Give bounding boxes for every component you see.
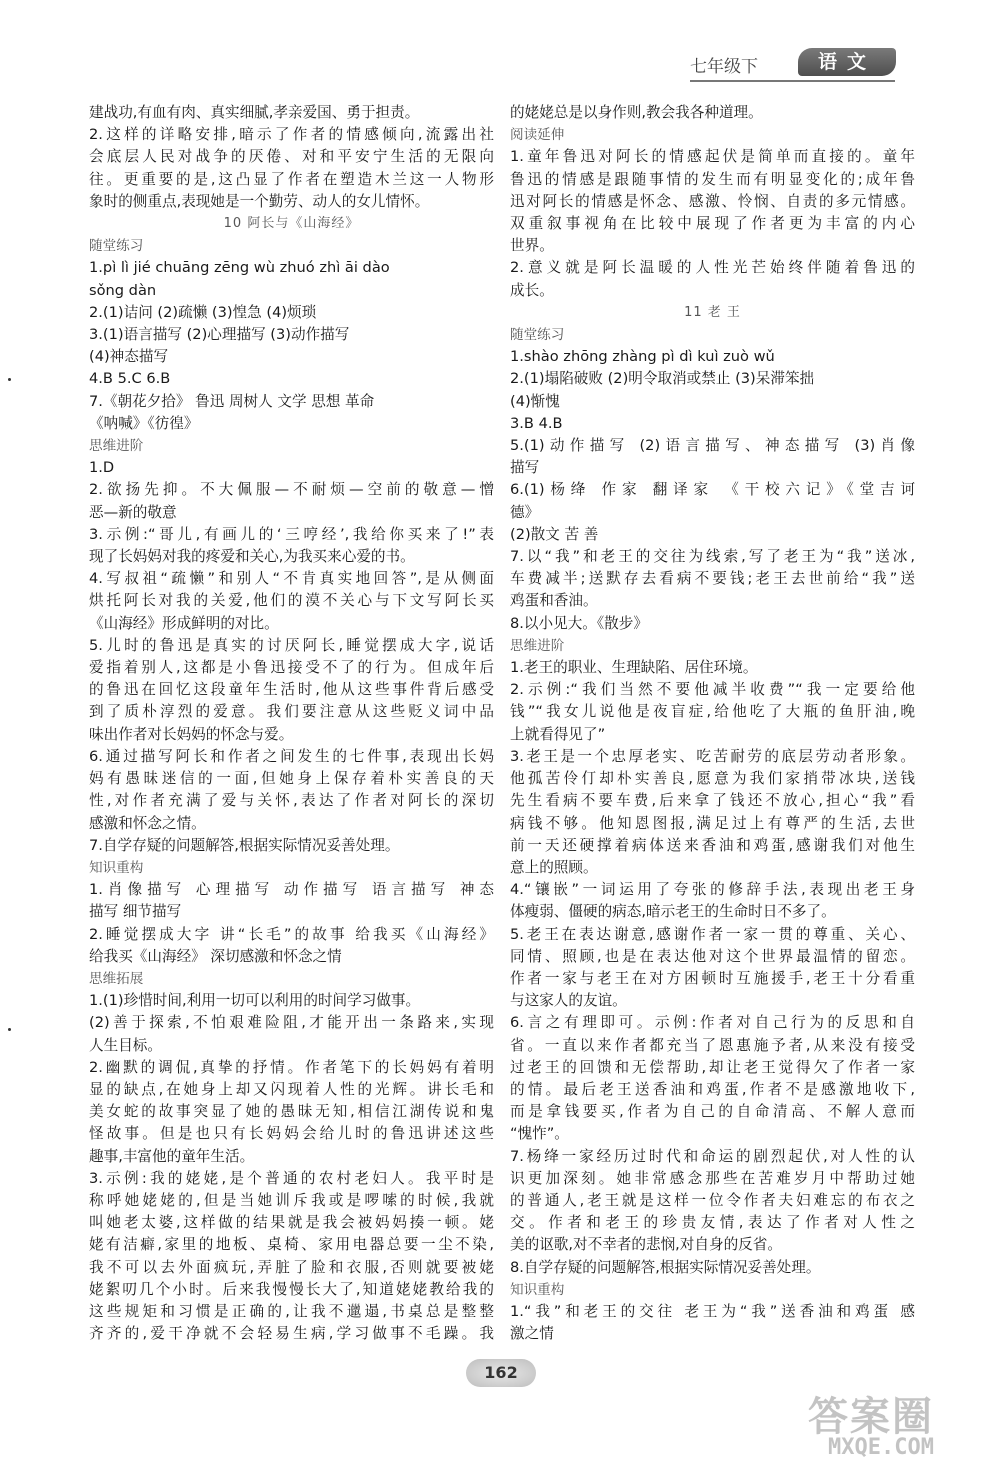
text-line: 2.(1)塌陷破败 (2)明令取消或禁止 (3)呆滞笨拙: [510, 370, 815, 388]
text-line: 8.以小见大。《散步》: [510, 614, 648, 632]
text-line: 而是拿钱要买,作者为自己的自命清高、不解人意而: [510, 1103, 915, 1121]
text-line: 3.B 4.B: [510, 414, 563, 432]
text-line: 2.欲扬先抑。不大佩服—不耐烦—空前的敬意—憎: [89, 481, 494, 499]
text-line: 到了质朴淳烈的爱意。我们要注意从这些贬义词中品: [89, 703, 494, 721]
section-heading: 知识重构: [89, 859, 144, 876]
chapter-title: 10 阿长与《山海经》: [223, 216, 360, 232]
watermark-logo: [808, 1385, 988, 1465]
text-line: 6.通过描写阿长和作者之间发生的七件事,表现出长妈: [89, 747, 494, 765]
text-line: 烘托阿长对我的关爱,他们的漠不关心与下文写阿长买: [89, 592, 494, 610]
left-column: [89, 102, 494, 1345]
text-line: 世界。: [510, 237, 554, 255]
text-line: 往。更重要的是,这凸显了作者在塑造木兰这一人物形: [89, 170, 494, 188]
text-line: 5.老王在表达谢意,感谢作者一家一贯的尊重、关心、: [510, 925, 915, 943]
text-line: 同情、照顾,也是在表达他对这个世界最温情的留恋。: [510, 947, 915, 965]
text-line: 意上的照顾。: [510, 858, 598, 876]
text-line: 体瘦弱、僵硬的病态,暗示老王的生命时日不多了。: [510, 903, 836, 921]
text-line: 1.shào zhōng zhàng pì dì kuì zuò wǔ: [510, 348, 775, 366]
text-line: 我不可以去外面疯玩,弄脏了脸和衣服,否则就要被姥: [89, 1258, 494, 1276]
text-line: 1.肖像描写 心理描写 动作描写 语言描写 神态: [89, 881, 494, 899]
text-line: 钱”“我女儿说他是夜盲症,给他吃了大瓶的鱼肝油,晚: [510, 703, 915, 721]
text-line: 《山海经》形成鲜明的对比。: [89, 614, 279, 632]
section-heading: 知识重构: [510, 1281, 565, 1298]
text-line: 6.(1)杨绛 作家 翻译家 《干校六记》《堂吉诃: [510, 481, 915, 499]
text-line: 3.示例:我的姥姥,是个普通的农村老妇人。我平时是: [89, 1169, 494, 1187]
text-line: 《呐喊》《彷徨》: [89, 414, 199, 432]
text-line: 象时的侧重点,表现她是一个勤劳、动人的女儿情怀。: [89, 192, 430, 210]
text-line: 味出作者对长妈妈的怀念与爱。: [89, 725, 294, 743]
text-line: 4.写叔祖“疏懒”和别人“不肯真实地回答”,是从侧面: [89, 570, 494, 588]
text-line: 1.pì lì jié chuāng zēng wù zhuó zhì āi dào: [89, 259, 390, 277]
text-line: 1.童年鲁迅对阿长的情感起伏是简单而直接的。童年: [510, 148, 915, 166]
text-line: 2.示例:“我们当然不要他减半收费”“我一定要给他: [510, 681, 915, 699]
text-line: 2.意义就是阿长温暖的人性光芒始终伴随着鲁迅的: [510, 259, 915, 277]
text-line: 2.睡觉摆成大字 讲“长毛”的故事 给我买《山海经》: [89, 925, 494, 943]
text-line: 3.老王是一个忠厚老实、吃苦耐劳的底层劳动者形象。: [510, 747, 915, 765]
text-line: 作者一家与老王在对方困顿时互施援手,老王十分看重: [510, 969, 915, 987]
text-line: 的情。最后老王送香油和鸡蛋,作者不是感激地收下,: [510, 1080, 915, 1098]
text-line: 恶—新的敬意: [89, 503, 177, 521]
text-line: 1.老王的职业、生理缺陷、居住环境。: [510, 659, 758, 677]
text-line: sǒng dàn: [89, 281, 157, 299]
text-line: 前一天还硬撑着病体送来香油和鸡蛋,感谢我们对他生: [510, 836, 915, 854]
text-line: (4)惭愧: [510, 392, 560, 410]
text-line: 成长。: [510, 281, 554, 299]
right-column: [510, 102, 915, 1345]
text-line: 1.“我”和老王的交往 老王为“我”送香油和鸡蛋 感: [510, 1302, 915, 1320]
section-heading: 思维进阶: [89, 438, 144, 455]
text-line: 5.(1)动作描写 (2)语言描写、神态描写 (3)肖像: [510, 437, 915, 455]
text-line: 现了长妈妈对我的疼爱和关心,为我买来心爱的书。: [89, 548, 415, 566]
section-heading: 随堂练习: [89, 238, 144, 255]
text-line: 鸡蛋和香油。: [510, 592, 598, 610]
text-line: 迅对阿长的情感是怀念、感激、怜悯、自责的多元情感。: [510, 192, 915, 210]
text-line: 描写 细节描写: [89, 903, 182, 921]
text-line: 1.D: [89, 459, 115, 477]
text-line: (2)善于探索,不怕艰难险阻,才能开出一条路来,实现: [89, 1014, 494, 1032]
text-line: 叫她老太婆,这样做的结果就是我会被妈妈揍一顿。姥: [89, 1214, 494, 1232]
section-heading: 阅读延伸: [510, 127, 565, 144]
text-line: 7.杨绛一家经历过时代和命运的剧烈起伏,对人性的认: [510, 1147, 915, 1165]
text-line: 齐齐的,爱干净就不会轻易生病,学习做事不毛躁。我: [89, 1325, 494, 1343]
watermark-en: MXQE.COM: [828, 1435, 934, 1460]
text-line: 交。作者和老王的珍贵友情,表达了作者对人性之: [510, 1214, 915, 1232]
section-heading: 思维拓展: [89, 970, 144, 987]
text-line: “愧怍”。: [510, 1125, 569, 1143]
text-line: 趣事,丰富他的童年生活。: [89, 1147, 255, 1165]
page-number: 162: [466, 1359, 536, 1387]
text-line: 的普通人,老王就是这样一位令作者夫妇难忘的布衣之: [510, 1191, 915, 1209]
section-heading: 随堂练习: [510, 327, 565, 344]
watermark-cn: 答案圈: [808, 1394, 934, 1440]
text-line: 感激和怀念之情。: [89, 814, 206, 832]
text-line: 双重叙事视角在比较中展现了作者更为丰富的内心: [510, 215, 915, 233]
text-line: 2.这样的详略安排,暗示了作者的情感倾向,流露出社: [89, 126, 494, 144]
text-line: 显的缺点,在她身上却又闪现着人性的光辉。讲长毛和: [89, 1080, 494, 1098]
text-line: 病钱不够。他知恩图报,满足过上有尊严的生活,去世: [510, 814, 915, 832]
text-line: 姥絮叨几个小时。后来我慢慢长大了,知道姥姥教给我的: [89, 1280, 494, 1298]
text-line: 的姥姥总是以身作则,教会我各种道理。: [510, 104, 763, 121]
text-line: 建战功,有血有肉、真实细腻,孝亲爱国、勇于担责。: [89, 104, 420, 121]
text-line: 5.儿时的鲁迅是真实的讨厌阿长,睡觉摆成大字,说话: [89, 636, 494, 654]
grade-label: 七年级下: [690, 57, 758, 77]
text-line: (4)神态描写: [89, 348, 169, 366]
scan-speck: [8, 1028, 11, 1031]
text-line: 给我买《山海经》 深切感激和怀念之情: [89, 947, 342, 965]
text-line: 妈有愚昧迷信的一面,但她身上保存着朴实善良的天: [89, 770, 494, 788]
text-line: 描写: [510, 459, 540, 477]
text-line: 4.“镶嵌”一词运用了夸张的修辞手法,表现出老王身: [510, 881, 915, 899]
text-line: 这些规矩和习惯是正确的,让我不邋遢,书桌总是整整: [89, 1302, 494, 1320]
text-line: 7.自学存疑的问题解答,根据实际情况妥善处理。: [89, 836, 400, 854]
text-line: 识更加深刻。她非常感念那些在苦难岁月中帮助过她: [510, 1169, 915, 1187]
subject-tab: 语文: [798, 48, 896, 76]
text-line: 性,对作者充满了爱与关怀,表达了作者对阿长的深切: [89, 792, 494, 810]
text-line: 人生目标。: [89, 1036, 162, 1054]
text-line: 7.《朝花夕拾》 鲁迅 周树人 文学 思想 革命: [89, 392, 375, 410]
text-line: 8.自学存疑的问题解答,根据实际情况妥善处理。: [510, 1258, 821, 1276]
header-rule: [690, 80, 895, 82]
text-line: 省。一直以来作者都充当了恩惠施予者,从来没有接受: [510, 1036, 915, 1054]
text-line: 美女蛇的故事突显了她的愚昧无知,相信江湖传说和鬼: [89, 1103, 494, 1121]
text-line: 称呼她姥姥的,但是当她训斥我或是啰嗦的时候,我就: [89, 1191, 494, 1209]
page-header: [690, 46, 905, 86]
text-line: 美的讴歌,对不幸者的悲悯,对自身的反省。: [510, 1236, 782, 1254]
text-line: 爱指着别人,这都是小鲁迅接受不了的行为。但成年后: [89, 659, 494, 677]
text-line: 上就看得见了”: [510, 725, 606, 743]
text-line: 2.(1)诘问 (2)疏懒 (3)惶急 (4)烦琐: [89, 303, 317, 321]
text-line: 6.言之有理即可。示例:作者对自己行为的反思和自: [510, 1014, 915, 1032]
text-line: 与这家人的友谊。: [510, 992, 627, 1010]
text-line: 德》: [510, 503, 540, 521]
text-line: 鲁迅的情感是跟随事情的发生而有明显变化的;成年鲁: [510, 170, 915, 188]
text-line: 车费减半;送默存去看病不要钱;老王去世前给“我”送: [510, 570, 915, 588]
text-line: 会底层人民对战争的厌倦、对和平安宁生活的无限向: [89, 148, 494, 166]
text-line: 4.B 5.C 6.B: [89, 370, 171, 388]
chapter-title: 11 老 王: [684, 304, 741, 320]
text-line: 7.以“我”和老王的交往为线索,写了老王为“我”送冰,: [510, 548, 915, 566]
text-line: 他孤苦伶仃却朴实善良,愿意为我们家捎带冰块,送钱: [510, 770, 915, 788]
scan-speck: [8, 378, 11, 381]
text-line: (2)散文 苦 善: [510, 525, 599, 543]
text-line: 2.幽默的调侃,真挚的抒情。作者笔下的长妈妈有着明: [89, 1058, 494, 1076]
section-heading: 思维进阶: [510, 637, 565, 654]
text-line: 的鲁迅在回忆这段童年生活时,他从这些事件背后感受: [89, 681, 494, 699]
text-line: 先生看病不要车费,后来拿了钱还不放心,担心“我”看: [510, 792, 915, 810]
text-line: 3.(1)语言描写 (2)心理描写 (3)动作描写: [89, 326, 350, 344]
text-line: 1.(1)珍惜时间,利用一切可以利用的时间学习做事。: [89, 992, 421, 1010]
text-line: 激之情: [510, 1325, 554, 1343]
text-line: 怪故事。但是也只有长妈妈会给儿时的鲁迅讲述这些: [89, 1125, 494, 1143]
text-line: 过老王的回馈和无偿帮助,却让老王觉得欠了作者一家: [510, 1058, 915, 1076]
text-line: 3.示例:“哥儿,有画儿的‘三哼经’,我给你买来了!”表: [89, 525, 494, 543]
text-line: 姥有洁癖,家里的地板、桌椅、家用电器总要一尘不染,: [89, 1236, 494, 1254]
